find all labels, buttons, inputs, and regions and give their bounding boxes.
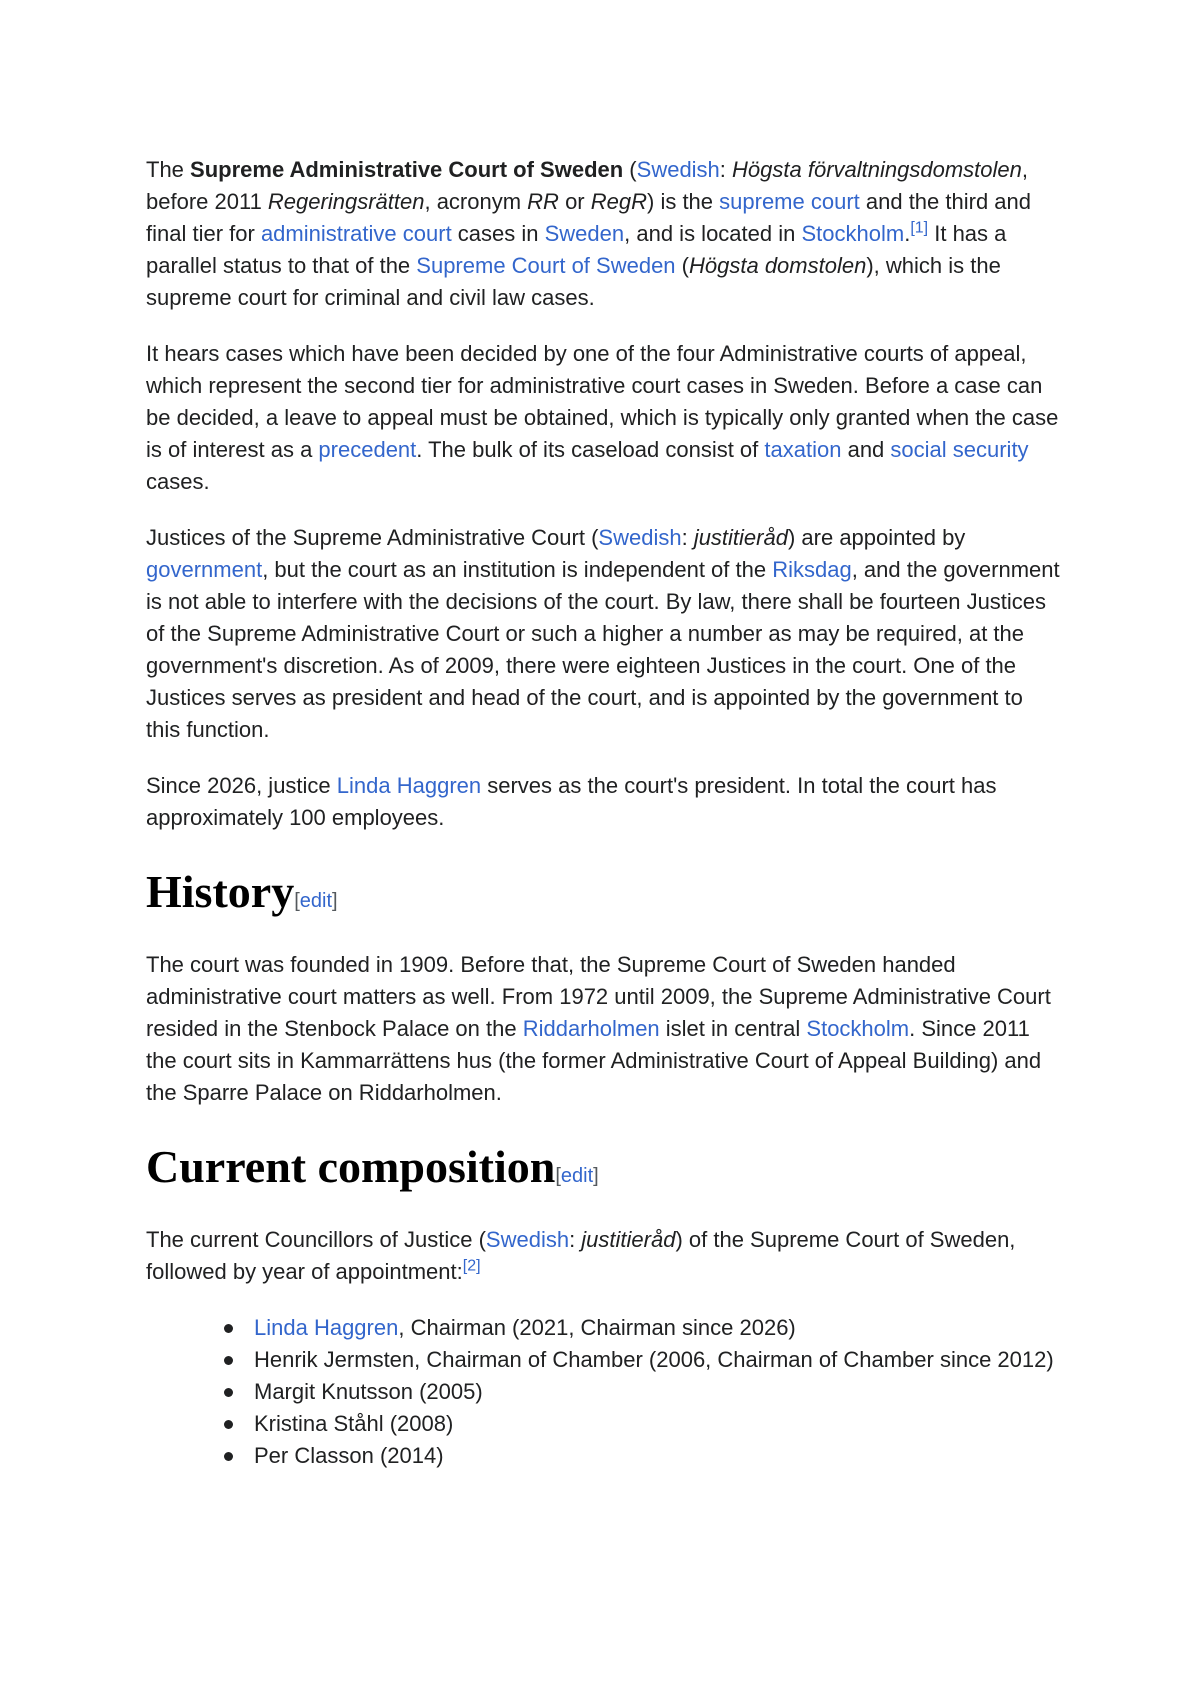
edit-link[interactable]: edit [299, 890, 333, 912]
text: or [558, 189, 591, 214]
text: ( [623, 157, 637, 182]
text: It hears cases which have been decided by one of the four Administrative courts of appeal, which represent the second tier for administrative court cases in Sweden. Before a case can be decided, a leave to appeal must be obtained, which is typically only granted when the case is of interest as a [146, 341, 1059, 462]
link-swedish[interactable]: Swedish [485, 1227, 570, 1252]
text: . The bulk of its caseload consist of [416, 437, 765, 462]
composition-paragraph [146, 1224, 1062, 1288]
intro-paragraph [146, 154, 1062, 314]
italic-text: justitieråd [693, 525, 788, 550]
heading-text: Current composition [146, 1141, 556, 1192]
reference-link-2[interactable]: [2] [462, 1257, 481, 1275]
link-linda-haggren[interactable]: Linda Haggren [336, 773, 482, 798]
link-stockholm[interactable]: Stockholm [801, 221, 905, 246]
text: The court was founded in 1909. Before that, the Supreme Court of Sweden handed administrative court matters as well. From 1972 until 2009, the Supreme Administrative Court resided in the Stenbock Palace on the [146, 952, 1051, 1041]
list-item [254, 1440, 1062, 1472]
text: ) is the [647, 189, 720, 214]
edit-link[interactable]: edit [560, 1165, 594, 1187]
link-riddarholmen[interactable]: Riddarholmen [522, 1016, 660, 1041]
list-item-text: Per Classon (2014) [254, 1443, 444, 1468]
list-item [254, 1312, 1062, 1344]
link-taxation[interactable]: taxation [764, 437, 842, 462]
text: and the third and final tier for [146, 189, 1032, 246]
text: : [719, 157, 733, 182]
list-item [254, 1408, 1062, 1440]
text: It has a parallel status to that of the [146, 221, 1007, 278]
president-paragraph [146, 770, 1062, 834]
bracket: [ [555, 1165, 561, 1187]
edit-section [294, 890, 337, 912]
bracket: ] [593, 1165, 599, 1187]
link-precedent[interactable]: precedent [318, 437, 417, 462]
justices-list [146, 1312, 1062, 1472]
composition-heading [146, 1139, 1062, 1204]
text: Since 2026, justice [146, 773, 337, 798]
italic-text: justitieråd [581, 1227, 676, 1252]
text: , but the court as an institution is independent of the [262, 557, 773, 582]
text: The [146, 157, 191, 182]
text: and [841, 437, 891, 462]
italic-text: RegR [590, 189, 647, 214]
list-item-text: , Chairman (2021, Chairman since 2026) [398, 1315, 796, 1340]
link-swedish[interactable]: Swedish [598, 525, 682, 550]
article-body [146, 154, 1062, 1472]
link-administrative-court[interactable]: administrative court [260, 221, 452, 246]
history-heading [146, 864, 1062, 929]
bracket: [ [294, 890, 300, 912]
list-item-text: Henrik Jermsten, Chairman of Chamber (2006, Chairman of Chamber since 2012) [254, 1347, 1054, 1372]
text: ), which is the supreme court for criminal and civil law cases. [146, 253, 1001, 310]
list-item [254, 1344, 1062, 1376]
text: ( [675, 253, 689, 278]
heading-text: History [146, 866, 295, 917]
text: , acronym [424, 189, 528, 214]
text: cases in [451, 221, 545, 246]
italic-text: RR [527, 189, 559, 214]
edit-section [555, 1165, 598, 1187]
italic-text: Regeringsrätten [267, 189, 425, 214]
link-stockholm[interactable]: Stockholm [806, 1016, 910, 1041]
bracket: ] [332, 890, 338, 912]
text: , before 2011 [146, 157, 1028, 214]
text: The current Councillors of Justice ( [146, 1227, 486, 1252]
article-subject: Supreme Administrative Court of Sweden [190, 157, 624, 182]
list-item-text: Kristina Ståhl (2008) [254, 1411, 454, 1436]
text: , and the government is not able to interfere with the decisions of the court. By law, there shall be fourteen Justices of the Supreme Administrative Court or such a higher a number as may be required, at the government's discretion. As of 2009, there were eighteen Justices in the court. One of the Justices serves as president and head of the court, and is appointed by the government to this function. [146, 557, 1060, 742]
text: . Since 2011 the court sits in Kammarrättens hus (the former Administrative Court of Appeal Building) and the Sparre Palace on Riddarholmen. [146, 1016, 1042, 1105]
cases-paragraph [146, 338, 1062, 498]
link-government[interactable]: government [146, 557, 263, 582]
link-linda-haggren[interactable]: Linda Haggren [254, 1315, 399, 1340]
italic-text: Högsta förvaltningsdomstolen [732, 157, 1022, 182]
list-item-text: Margit Knutsson (2005) [254, 1379, 483, 1404]
text: ) of the Supreme Court of Sweden, followed by year of appointment: [146, 1227, 1016, 1284]
link-social-security[interactable]: social security [890, 437, 1029, 462]
link-sweden[interactable]: Sweden [544, 221, 625, 246]
link-supreme-court-of-sweden[interactable]: Supreme Court of Sweden [416, 253, 676, 278]
text: . [904, 221, 911, 246]
text: serves as the court's president. In total the court has approximately 100 employees. [146, 773, 997, 830]
list-item [254, 1376, 1062, 1408]
history-paragraph [146, 949, 1062, 1109]
text: Justices of the Supreme Administrative Court ( [146, 525, 599, 550]
text: islet in central [659, 1016, 807, 1041]
text: ) are appointed by [787, 525, 966, 550]
link-riksdag[interactable]: Riksdag [772, 557, 852, 582]
text: : [681, 525, 694, 550]
reference-link-1[interactable]: [1] [910, 219, 929, 237]
justices-paragraph [146, 522, 1062, 746]
text: : [569, 1227, 582, 1252]
link-supreme-court[interactable]: supreme court [719, 189, 860, 214]
text: cases. [146, 469, 210, 494]
text: , and is located in [624, 221, 802, 246]
italic-text: Högsta domstolen [689, 253, 867, 278]
link-swedish[interactable]: Swedish [636, 157, 720, 182]
